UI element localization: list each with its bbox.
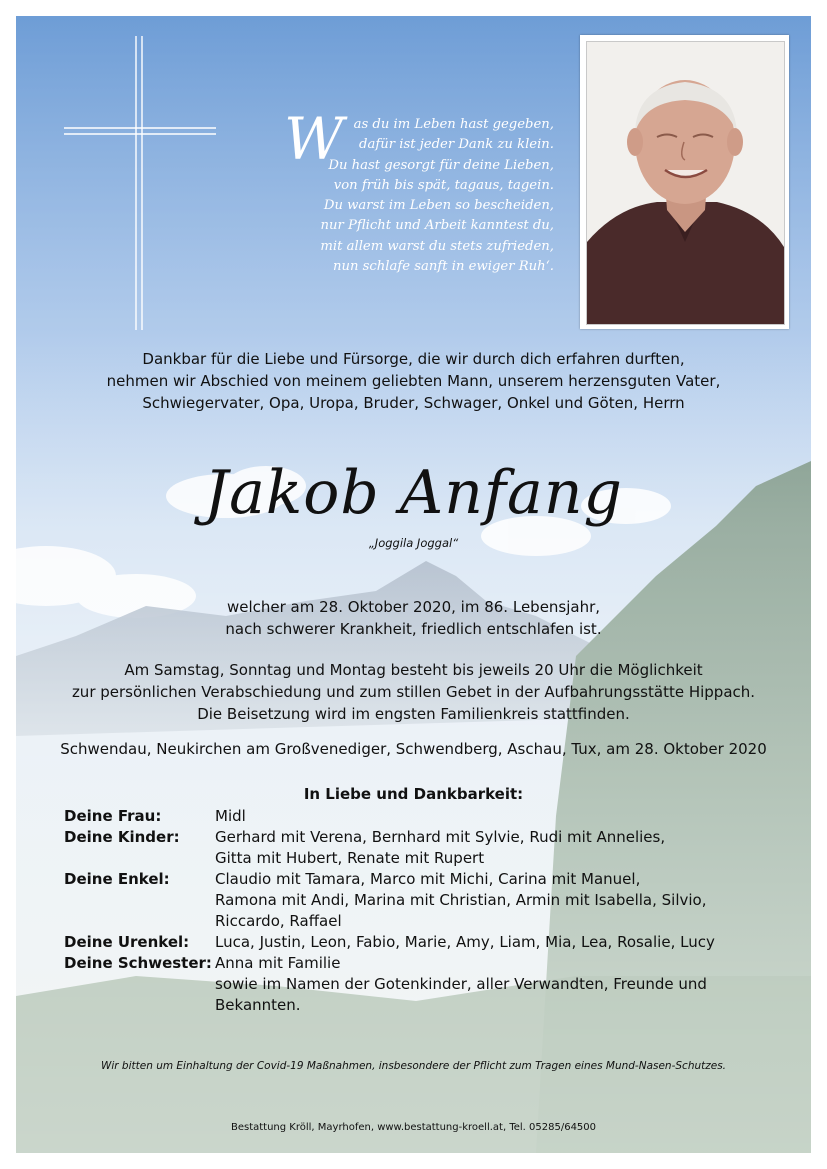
family-row-sister (64, 953, 715, 1016)
family-row-wife (64, 806, 715, 827)
portrait-photo (586, 41, 785, 325)
family-row-children (64, 827, 715, 869)
deceased-nickname: „Joggila Joggal“ (368, 536, 459, 550)
family-value: Midl (215, 807, 246, 825)
poem-line: as du im Leben hast gegeben, (353, 117, 554, 132)
deceased-name: Jakob Anfang (204, 458, 623, 528)
poem-line: von früh bis spät, tagaus, tagein. (333, 177, 554, 193)
family-value: Gitta mit Hubert, Renate mit Rupert (215, 849, 485, 867)
family-label: Deine Urenkel: (64, 933, 190, 951)
family-value: Riccardo, Raffael (215, 912, 342, 930)
death-notice (0, 596, 827, 640)
family-value: Ramona mit Andi, Marina mit Christian, Armin mit Isabella, Silvio, (215, 891, 707, 909)
death-line: welcher am 28. Oktober 2020, im 86. Lebensjahr, (226, 598, 601, 616)
farewell-info (0, 659, 827, 725)
family-value: Luca, Justin, Leon, Fabio, Marie, Amy, Liam, Mia, Lea, Rosalie, Lucy (215, 933, 715, 951)
family-label: Deine Schwester: (64, 954, 212, 972)
cross-icon (62, 34, 218, 334)
places-date: Schwendau, Neukirchen am Großvenediger, Schwendberg, Aschau, Tux, am 28. Oktober 2020 (60, 740, 767, 758)
family-value: Gerhard mit Verena, Bernhard mit Sylvie, Rudi mit Annelies, (215, 828, 666, 846)
family-value: sowie im Namen der Gotenkinder, aller Verwandten, Freunde und (215, 975, 707, 993)
family-label: Deine Frau: (64, 807, 162, 825)
intro-line: nehmen wir Abschied von meinem geliebten Mann, unserem herzensguten Vater, (106, 372, 721, 390)
poem-line: dafür ist jeder Dank zu klein. (359, 137, 554, 153)
farewell-line: Am Samstag, Sonntag und Montag besteht bis jeweils 20 Uhr die Möglichkeit (124, 661, 703, 679)
family-value: Claudio mit Tamara, Marco mit Michi, Carina mit Manuel, (215, 870, 641, 888)
intro-text (30, 348, 797, 414)
poem-line: Du warst im Leben so bescheiden, (323, 198, 554, 214)
farewell-line: Die Beisetzung wird im engsten Familienkreis stattfinden. (197, 705, 630, 723)
footer-contact: Bestattung Kröll, Mayrhofen, www.bestattung-kroell.at, Tel. 05285/64500 (230, 1122, 597, 1133)
poem-line: mit allem warst du stets zufrieden, (320, 238, 554, 254)
poem (248, 115, 554, 277)
poem-line: Du hast gesorgt für deine Lieben, (328, 157, 554, 173)
covid-note: Wir bitten um Einhaltung der Covid-19 Maßnahmen, insbesondere der Pflicht zum Tragen eines Mund-Nasen-Schutzes. (100, 1060, 727, 1072)
family-row-grandchildren (64, 869, 715, 932)
family-label: Deine Kinder: (64, 828, 180, 846)
portrait-frame (580, 35, 789, 329)
farewell-line: zur persönlichen Verabschiedung und zum stillen Gebet in der Aufbahrungsstätte Hippach. (71, 683, 756, 701)
family-row-great-grandchildren (64, 932, 715, 953)
family-value: Bekannten. (215, 996, 301, 1014)
intro-line: Dankbar für die Liebe und Fürsorge, die wir durch dich erfahren durften, (142, 350, 685, 368)
poem-line: nun schlafe sanft in ewiger Ruh‘. (332, 259, 554, 275)
poem-line: nur Pflicht und Arbeit kanntest du, (320, 218, 554, 234)
death-line: nach schwerer Krankheit, friedlich entschlafen ist. (225, 620, 602, 638)
family-label: Deine Enkel: (64, 870, 170, 888)
intro-line: Schwiegervater, Opa, Uropa, Bruder, Schwager, Onkel und Göten, Herrn (142, 394, 685, 412)
family-list (64, 806, 715, 1016)
poem-initial: W (284, 105, 344, 173)
in-love-heading: In Liebe und Dankbarkeit: (303, 785, 524, 803)
family-value: Anna mit Familie (215, 954, 341, 972)
